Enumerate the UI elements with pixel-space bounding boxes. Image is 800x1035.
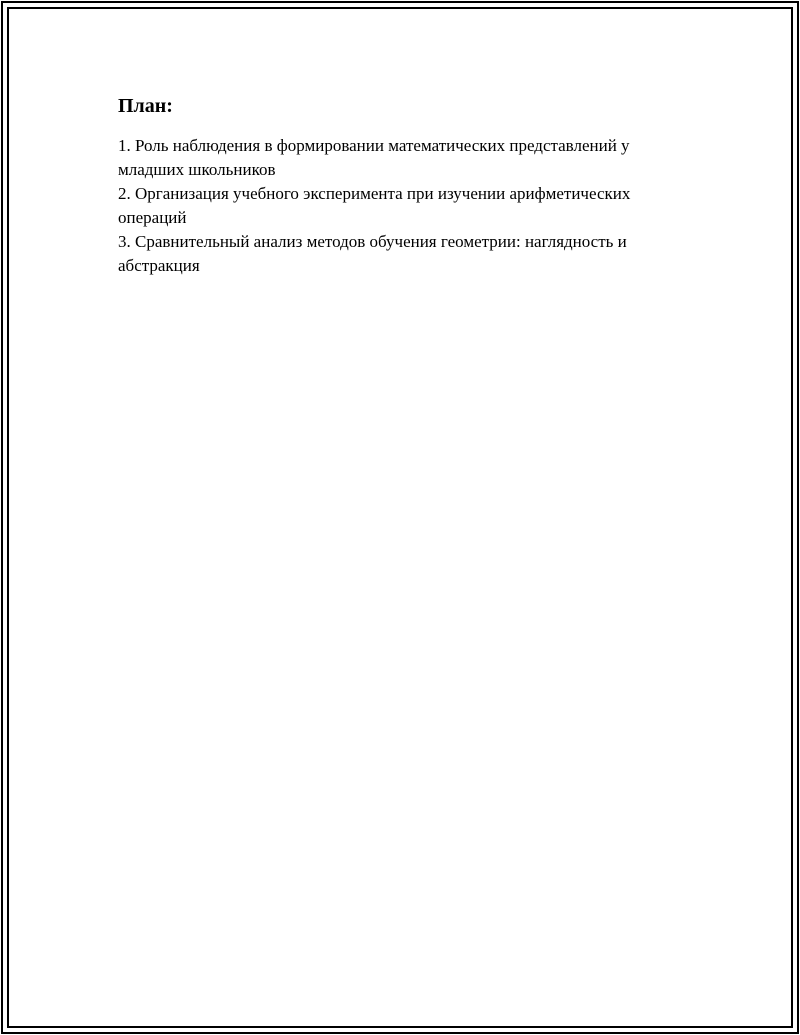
plan-item-1: 1. Роль наблюдения в формировании математических представлений у младших школьников <box>118 136 630 179</box>
plan-item-2: 2. Организация учебного эксперимента при изучении арифметических операций <box>118 184 631 227</box>
plan-heading: План: <box>118 95 173 117</box>
plan-item-3: 3. Сравнительный анализ методов обучения геометрии: наглядность и абстракция <box>118 232 627 275</box>
plan-list <box>118 134 698 278</box>
page-content <box>118 92 698 278</box>
